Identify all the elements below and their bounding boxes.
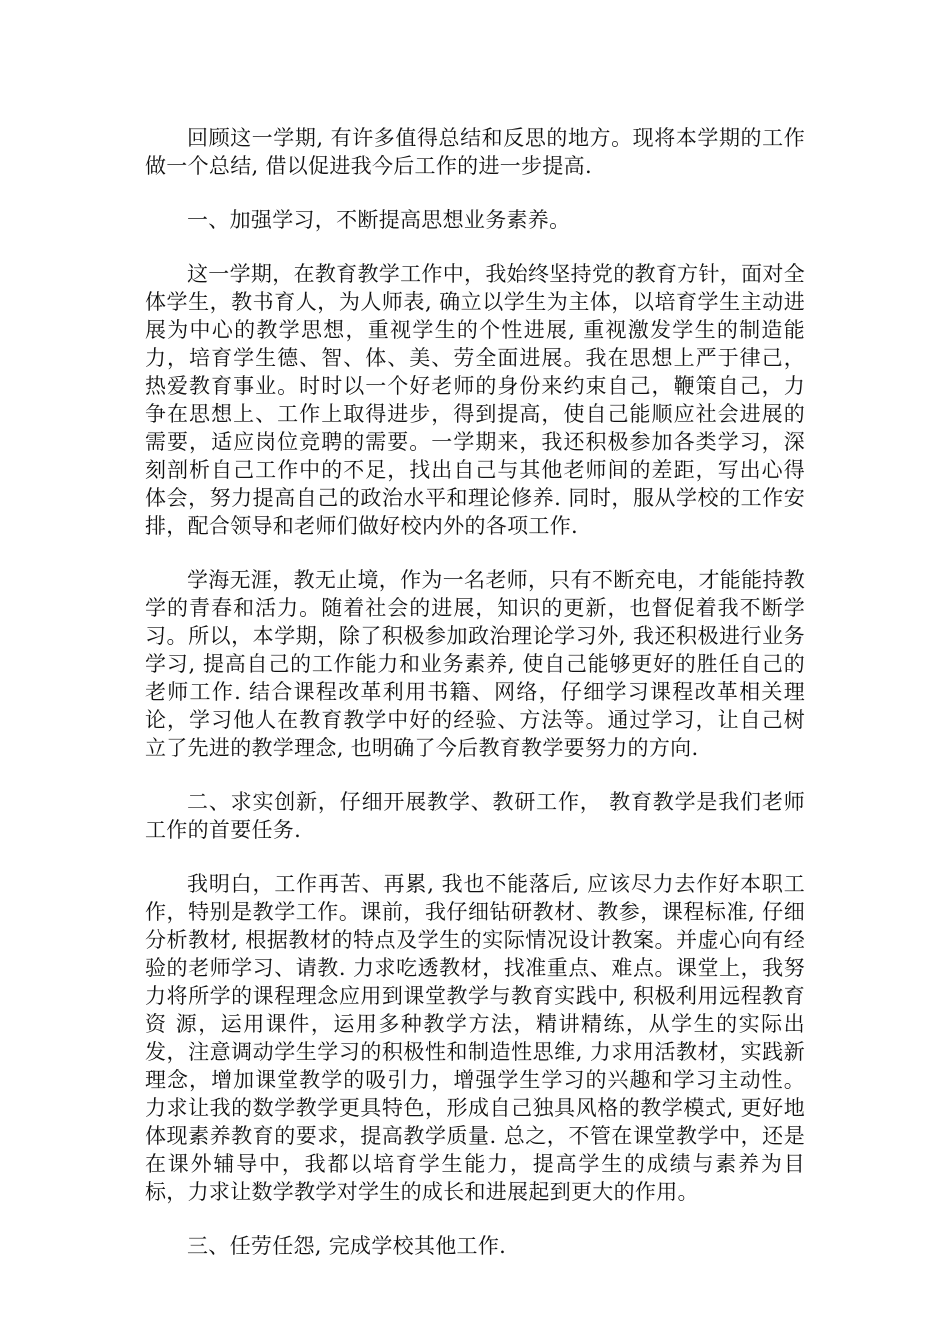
- section-heading-3: 三、任劳任怨, 完成学校其他工作.: [187, 1234, 507, 1258]
- section-heading-2: 二、求实创新，仔细开展教学、教研工作， 教育教学是我们老师工作的首要任务.: [145, 790, 805, 842]
- body-paragraph: 学海无涯，教无止境，作为一名老师，只有不断充电，才能能持教学的青春和活力。随着社会的进展，知识的更新，也督促着我不断学习。所以，本学期，除了积极参加政治理论学习外, 我还积极进行业务学习, 提高自己的工作能力和业务素养, 使自己能够更好的胜任自己的老师工作. 结合课程改革利用书籍、网络，仔细学习课程改革相关理论，学习他人在教育教学中好的经验、方法等。通过学习，让自己树立了先进的教学理念, 也明确了今后教育教学要努力的方向.: [145, 568, 805, 760]
- document-page: [145, 124, 805, 1286]
- body-paragraph: 这一学期，在教育教学工作中，我始终坚持党的教育方针，面对全体学生，教书育人，为人师表, 确立以学生为主体，以培育学生主动进展为中心的教学思想，重视学生的个性进展, 重视激发学生的制造能力，培育学生德、智、体、美、劳全面进展。我在思想上严于律己，热爱教育事业。时时以一个好老师的身份来约束自己，鞭策自己，力争在思想上、工作上取得进步，得到提高，使自己能顺应社会进展的需要，适应岗位竞聘的需要。一学期来，我还积极参加各类学习，深刻剖析自己工作中的不足，找出自己与其他老师间的差距，写出心得体会，努力提高自己的政治水平和理论修养. 同时，服从学校的工作安排，配合领导和老师们做好校内外的各项工作.: [145, 262, 805, 538]
- section-heading-1: 一、加强学习，不断提高思想业务素养。: [187, 208, 571, 232]
- body-paragraph: 我明白，工作再苦、再累, 我也不能落后, 应该尽力去作好本职工作，特别是教学工作。课前，我仔细钻研教材、教参，课程标准, 仔细分析教材, 根据教材的特点及学生的实际情况设计教案。并虚心向有经验的老师学习、请教. 力求吃透教材，找准重点、难点。课堂上，我努力将所学的课程理念应用到课堂教学与教育实践中, 积极利用远程教育资 源，运用课件，运用多种教学方法，精讲精练，从学生的实际出发，注意调动学生学习的积极性和制造性思维, 力求用活教材，实践新理念，增加课堂教学的吸引力，增强学生学习的兴趣和学习主动性。力求让我的数学教学更具特色，形成自己独具风格的教学模式, 更好地体现素养教育的要求，提高教学质量. 总之，不管在课堂教学中，还是在课外辅导中，我都以培育学生能力，提高学生的成绩与素养为目标，力求让数学教学对学生的成长和进展起到更大的作用。: [145, 872, 805, 1204]
- intro-paragraph: 回顾这一学期, 有许多值得总结和反思的地方。现将本学期的工作做一个总结, 借以促进我今后工作的进一步提高.: [145, 126, 805, 178]
